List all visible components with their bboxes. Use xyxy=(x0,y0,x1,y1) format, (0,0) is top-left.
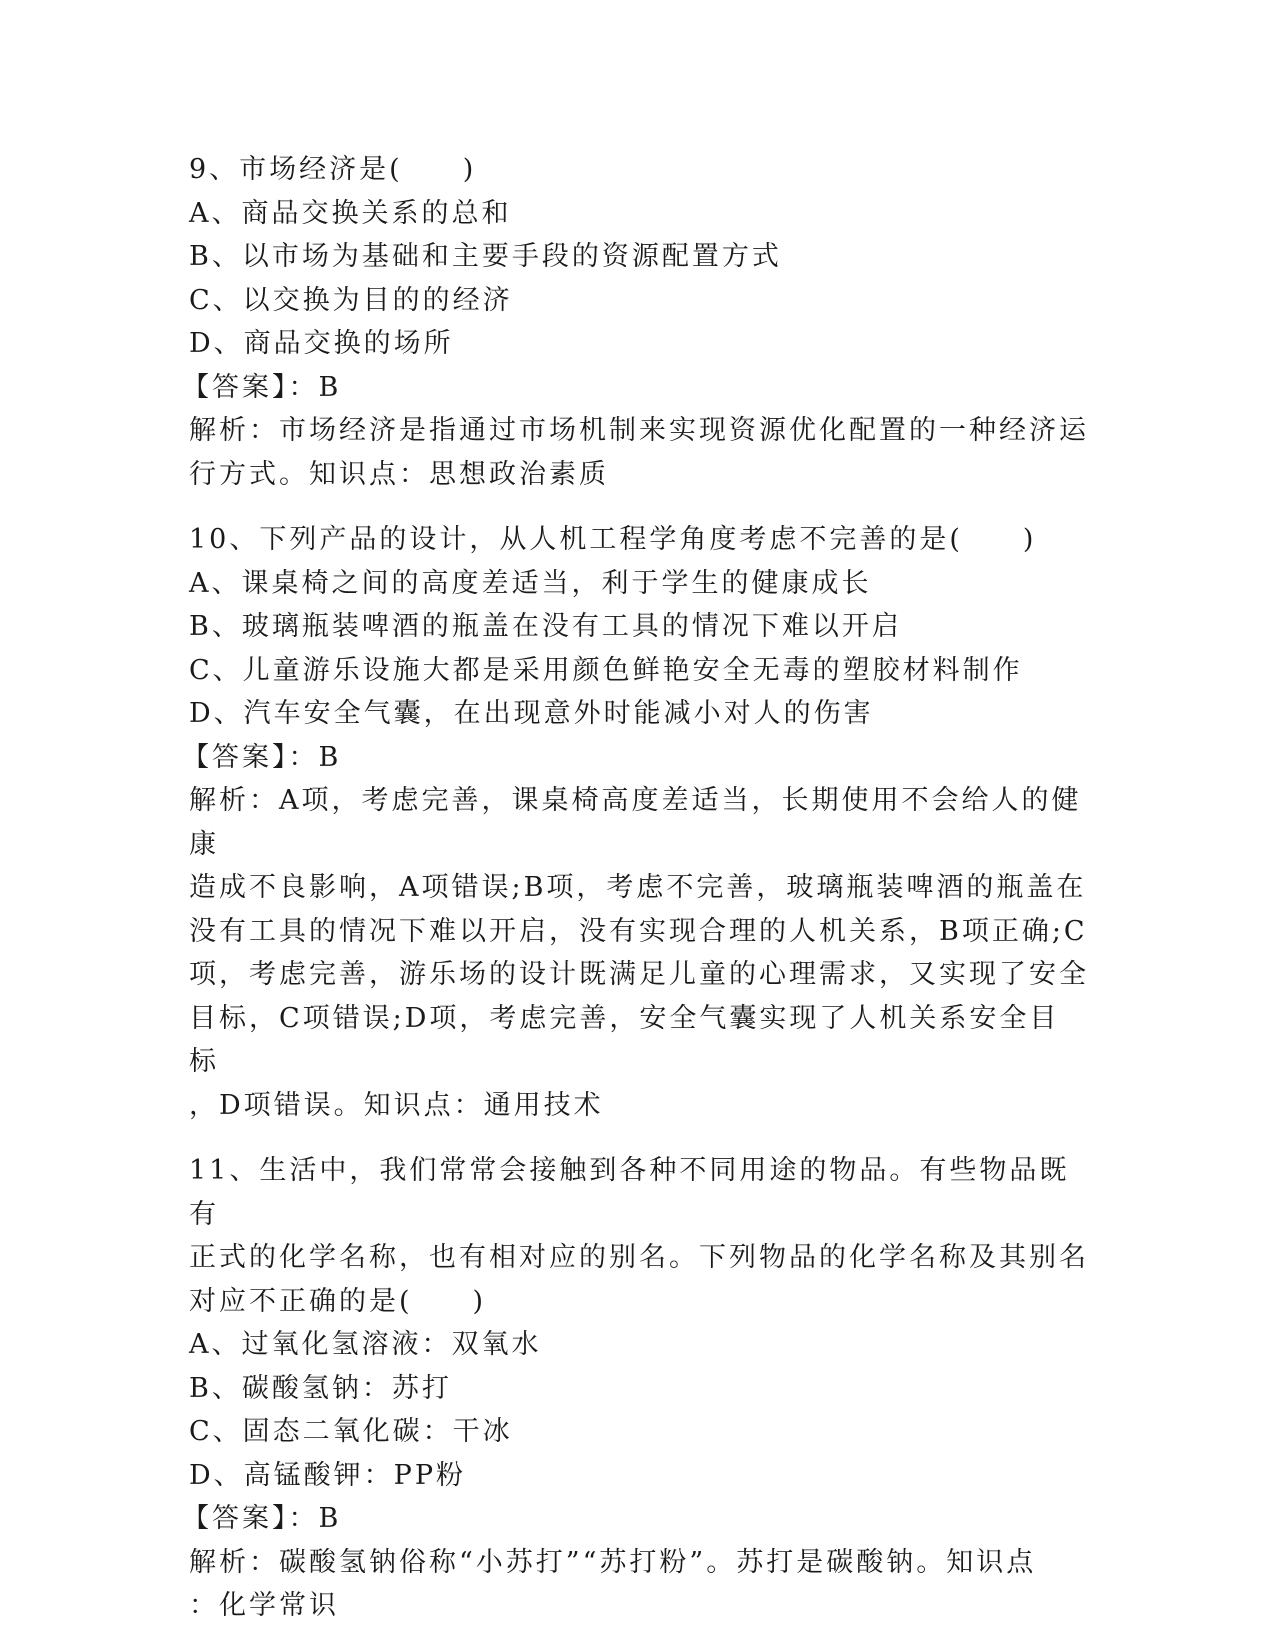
option-a: A、课桌椅之间的高度差适当，利于学生的健康成长 xyxy=(189,567,872,599)
option-d: D、高锰酸钾：PP粉 xyxy=(189,1459,466,1491)
option-d: D、汽车安全气囊，在出现意外时能减小对人的伤害 xyxy=(189,698,874,729)
question-11 xyxy=(182,1149,1089,1628)
analysis-line: 没有工具的情况下难以开启，没有实现合理的人机关系，B项正确;C xyxy=(189,915,1088,947)
analysis-line: 目标，C项错误;D项，考虑完善，安全气囊实现了人机关系安全目标 xyxy=(189,1002,1060,1077)
document-page xyxy=(182,148,1089,1650)
analysis-line: 项，考虑完善，游乐场的设计既满足儿童的心理需求，又实现了安全 xyxy=(189,959,1089,990)
option-b: B、碳酸氢钠：苏打 xyxy=(189,1372,452,1404)
analysis-line: ：化学常识 xyxy=(189,1590,339,1621)
analysis-line: 解析：碳酸氢钠俗称“小苏打”“苏打粉”。苏打是碳酸钠。知识点 xyxy=(189,1546,1037,1578)
question-stem: 对应不正确的是( ) xyxy=(189,1285,487,1317)
analysis-line: 解析：A项，考虑完善，课桌椅高度差适当，长期使用不会给人的健康 xyxy=(189,785,1082,860)
option-c: C、固态二氧化碳：干冰 xyxy=(189,1416,513,1447)
option-b: B、以市场为基础和主要手段的资源配置方式 xyxy=(189,241,782,272)
answer-label: 【答案】：B xyxy=(182,1503,342,1534)
analysis-line: ，D项错误。知识点：通用技术 xyxy=(189,1089,604,1121)
question-stem: 正式的化学名称，也有相对应的别名。下列物品的化学名称及其别名 xyxy=(189,1242,1089,1273)
option-b: B、玻璃瓶装啤酒的瓶盖在没有工具的情况下难以开启 xyxy=(189,611,902,642)
question-10 xyxy=(182,518,1089,1127)
option-c: C、儿童游乐设施大都是采用颜色鲜艳安全无毒的塑胶材料制作 xyxy=(189,654,1023,686)
option-c: C、以交换为目的的经济 xyxy=(189,284,513,316)
option-a: A、过氧化氢溶液：双氧水 xyxy=(189,1329,542,1360)
option-d: D、商品交换的场所 xyxy=(189,328,454,359)
analysis-line: 行方式。知识点：思想政治素质 xyxy=(189,458,609,490)
analysis-line: 解析：市场经济是指通过市场机制来实现资源优化配置的一种经济运 xyxy=(189,415,1089,446)
question-stem: 10、下列产品的设计，从人机工程学角度考虑不完善的是( ) xyxy=(189,524,1037,555)
analysis-line: 造成不良影响，A项错误;B项，考虑不完善，玻璃瓶装啤酒的瓶盖在 xyxy=(189,872,1087,903)
question-stem: 11、生活中，我们常常会接触到各种不同用途的物品。有些物品既有 xyxy=(189,1155,1070,1230)
answer-label: 【答案】：B xyxy=(182,741,342,773)
answer-label: 【答案】：B xyxy=(182,371,342,403)
question-stem: 9、市场经济是( ) xyxy=(189,154,477,185)
question-9 xyxy=(182,148,1089,496)
option-a: A、商品交换关系的总和 xyxy=(189,197,512,229)
